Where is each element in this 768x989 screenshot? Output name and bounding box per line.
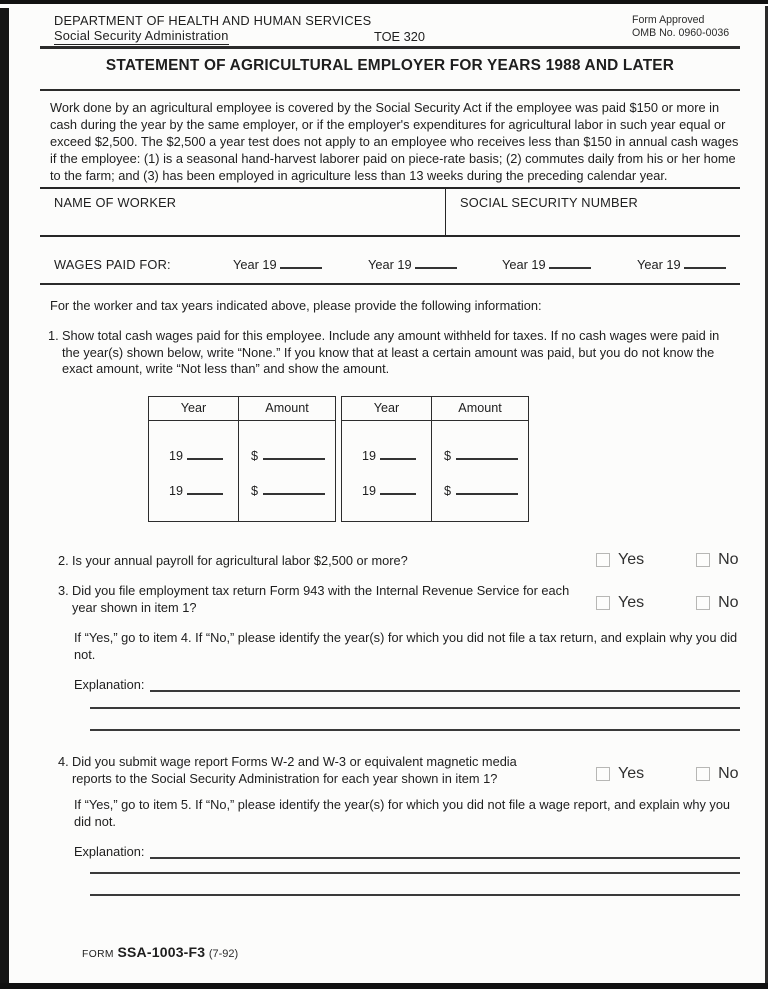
omb-number: OMB No. 0960-0036: [632, 26, 730, 39]
form-label: FORM: [82, 949, 114, 960]
wage-subtable-left: [148, 396, 336, 522]
wage-subtable-right: [341, 396, 529, 522]
item-4-explanation-line-3[interactable]: [90, 894, 740, 896]
item-3-yesno: [596, 594, 739, 612]
item-3-yes-checkbox[interactable]: [596, 596, 610, 610]
item-4-no-label: No: [718, 765, 739, 782]
wages-year-blank-4[interactable]: [684, 258, 726, 269]
agency-line2: Social Security Administration: [54, 28, 229, 43]
social-security-number-field[interactable]: [446, 189, 740, 235]
amount-column-header: Amount: [458, 401, 502, 415]
item-4-explanation-line-2[interactable]: [90, 872, 740, 874]
item-4-number: 4.: [58, 754, 69, 769]
wages-year-label-1: Year 19: [233, 257, 277, 272]
form-approved-line: Form Approved: [632, 14, 705, 26]
year-column-header: Year: [342, 397, 432, 420]
wages-year-field-1[interactable]: [233, 257, 322, 272]
form-number-footer: [82, 944, 238, 960]
scan-edge-left: [0, 8, 9, 989]
item-2-yesno: [596, 551, 739, 569]
item-3-number: 3.: [58, 583, 69, 598]
year-blank[interactable]: [187, 449, 223, 460]
wages-year-field-3[interactable]: [502, 257, 591, 272]
year-entry[interactable]: 19: [362, 449, 431, 463]
wages-year-label-4: Year 19: [637, 257, 681, 272]
name-of-worker-field[interactable]: [40, 189, 446, 235]
form-content: [40, 0, 740, 983]
item-3-followup: If “Yes,” go to item 4. If “No,” please identify the year(s) for which you did not file a tax return, and explain why you did not.: [74, 630, 738, 662]
item-3-explanation-row: [74, 677, 740, 692]
item-4-no-checkbox[interactable]: [696, 767, 710, 781]
item-3-explanation-label: Explanation:: [74, 677, 145, 692]
wages-year-blank-3[interactable]: [549, 258, 591, 269]
item-3-no-checkbox[interactable]: [696, 596, 710, 610]
item-3-explanation-line-2[interactable]: [90, 707, 740, 709]
year-blank[interactable]: [380, 484, 416, 495]
name-of-worker-label: NAME OF WORKER: [54, 195, 177, 210]
year-blank[interactable]: [187, 484, 223, 495]
item-2-yes-checkbox[interactable]: [596, 553, 610, 567]
item-4-yes-checkbox[interactable]: [596, 767, 610, 781]
item-2-no-checkbox[interactable]: [696, 553, 710, 567]
title-rule: [40, 89, 740, 91]
amount-entry[interactable]: $: [444, 484, 528, 498]
header-rule: [40, 46, 740, 49]
item-3-explanation-blank[interactable]: [150, 678, 740, 692]
year-entry[interactable]: 19: [169, 484, 238, 498]
item-1: [48, 328, 740, 378]
agency-block: [54, 13, 371, 45]
item-2-number: 2.: [58, 553, 69, 568]
wages-year-label-3: Year 19: [502, 257, 546, 272]
agency-line1: DEPARTMENT OF HEALTH AND HUMAN SERVICES: [54, 13, 372, 28]
wages-paid-for-label: WAGES PAID FOR:: [54, 257, 171, 272]
item-3: [58, 583, 588, 616]
amount-blank[interactable]: [263, 484, 325, 495]
item-3-explanation-line-3[interactable]: [90, 729, 740, 731]
wages-year-field-4[interactable]: [637, 257, 726, 272]
instruction-line: For the worker and tax years indicated above, please provide the following information:: [50, 298, 542, 313]
item-3-yes-label: Yes: [618, 594, 645, 611]
item-1-text: Show total cash wages paid for this employee. Include any amount withheld for taxes. If no cash wages were paid in the year(s) shown below, write “None.” If you know that at least a certain amount was paid, but you do not know the exact amount, write “Not less than” and show the amount.: [62, 328, 720, 376]
item-4-yesno: [596, 765, 739, 783]
item-4-explanation-blank[interactable]: [150, 845, 740, 859]
item-4-followup: If “Yes,” go to item 5. If “No,” please identify the year(s) for which you did not file a wage report, and explain why you did not.: [74, 797, 731, 829]
item-4: [58, 754, 588, 787]
item-2-yes-label: Yes: [618, 551, 645, 568]
item-2-no-label: No: [718, 551, 739, 568]
wages-year-blank-1[interactable]: [280, 258, 322, 269]
page-title: STATEMENT OF AGRICULTURAL EMPLOYER FOR YEARS 1988 AND LATER: [105, 57, 675, 74]
item-4-explanation-row: [74, 844, 740, 859]
year-blank[interactable]: [380, 449, 416, 460]
amount-column-header: Amount: [265, 401, 309, 415]
wages-year-blank-2[interactable]: [415, 258, 457, 269]
item-2: [58, 553, 578, 570]
intro-paragraph: Work done by an agricultural employee is covered by the Social Security Act if the employee was paid $150 or more in cash during the year by the same employer, or if the employer's expenditures for agricultural labor in such year equal or exceed $2,500. The $2,500 a year test does not apply to an employee who receives less than $150 in annual cash wages if the employee: (1) is a seasonal hand-harvest laborer paid on piece-rate basis; (2) commutes daily from his or her home to the farm; and (3) has been employed in agriculture less than 13 weeks during the preceding calendar year.: [50, 100, 739, 183]
wages-year-field-2[interactable]: [368, 257, 457, 272]
item-4-explanation-label: Explanation:: [74, 844, 145, 859]
amount-blank[interactable]: [263, 449, 325, 460]
year-column-header: Year: [149, 397, 239, 420]
amount-entry[interactable]: $: [251, 484, 335, 498]
item-3-text: Did you file employment tax return Form 943 with the Internal Revenue Service for each year shown in item 1?: [72, 583, 570, 615]
amount-blank[interactable]: [456, 484, 518, 495]
scan-edge-bottom: [0, 983, 768, 989]
wage-amount-table: [148, 396, 529, 522]
item-4-yes-label: Yes: [618, 765, 645, 782]
toe-code: TOE 320: [374, 29, 425, 44]
social-security-number-label: SOCIAL SECURITY NUMBER: [460, 195, 638, 210]
amount-entry[interactable]: $: [444, 449, 528, 463]
item-3-no-label: No: [718, 594, 739, 611]
year-entry[interactable]: 19: [362, 484, 431, 498]
amount-blank[interactable]: [456, 449, 518, 460]
item-1-number: 1.: [48, 328, 59, 343]
amount-entry[interactable]: $: [251, 449, 335, 463]
item-4-text: Did you submit wage report Forms W-2 and W-3 or equivalent magnetic media reports to the Social Security Administration for each year shown in item 1?: [72, 754, 517, 786]
item-2-text: Is your annual payroll for agricultural labor $2,500 or more?: [72, 553, 408, 568]
worker-table: [40, 187, 740, 237]
year-entry[interactable]: 19: [169, 449, 238, 463]
wages-rule: [40, 283, 740, 285]
form-number: SSA-1003-F3: [117, 944, 206, 960]
form-approved-block: [632, 14, 729, 39]
form-revision: (7-92): [208, 948, 239, 960]
wages-year-label-2: Year 19: [368, 257, 412, 272]
